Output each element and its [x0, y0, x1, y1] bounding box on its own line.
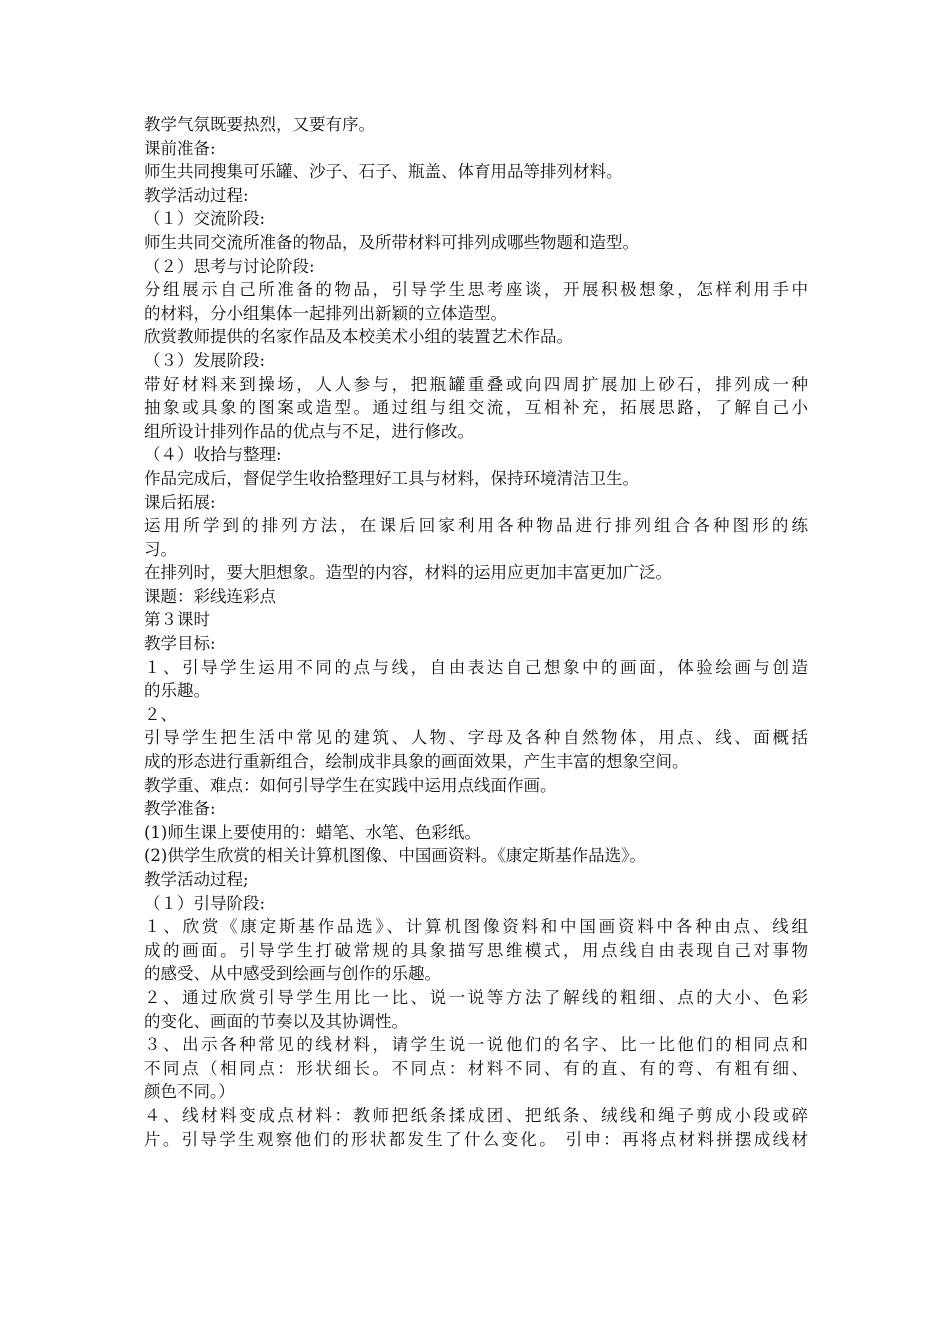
text-line: 的变化、画面的节奏以及其协调性。: [144, 1011, 408, 1031]
text-line: ２、: [144, 704, 177, 724]
section-heading: 教学准备:: [144, 799, 216, 819]
text-line: 教学气氛既要热烈，又要有序。: [144, 115, 375, 134]
text-line: ４、线材料变成点材料：教师把纸条揉成团、把纸条、绒线和绳子剪成小段或碎: [144, 1105, 808, 1125]
text-line: １、欣赏《康定斯基作品选》、计算机图像资料和中国画资料中各种由点、线组: [144, 917, 808, 937]
text-line: 的乐趣。: [144, 681, 210, 701]
text-line: 分组展示自己所准备的物品，引导学生思考座谈，开展积极想象，怎样利用手中: [144, 280, 808, 300]
document-page: [144, 113, 808, 1151]
text-line: 师生共同交流所准备的物品，及所带材料可排列成哪些物题和造型。: [144, 232, 639, 252]
text-line: 片。引导学生观察他们的形状都发生了什么变化。 引申：再将点材料拼摆成线材: [144, 1129, 808, 1149]
text-line: (1)师生课上要使用的：蜡笔、水笔、色彩纸。: [144, 822, 481, 842]
text-line: 在排列时，要大胆想象。造型的内容，材料的运用应更加丰富更加广泛。: [144, 563, 672, 583]
step-heading: （３）发展阶段:: [144, 350, 266, 370]
text-line: 教学重、难点：如何引导学生在实践中运用点线面作画。: [144, 775, 557, 795]
step-heading: （１）交流阶段:: [144, 209, 266, 229]
section-heading: 教学目标:: [144, 634, 216, 654]
text-line: 组所设计排列作品的优点与不足，进行修改。: [144, 421, 474, 441]
text-line: 习。: [144, 539, 177, 559]
text-line: 运用所学到的排列方法，在课后回家利用各种物品进行排列组合各种图形的练: [144, 516, 808, 536]
step-heading: （１）引导阶段:: [144, 893, 266, 913]
text-line: 带好材料来到操场，人人参与，把瓶罐重叠或向四周扩展加上砂石，排列成一种: [144, 374, 808, 394]
text-line: ２、通过欣赏引导学生用比一比、说一说等方法了解线的粗细、点的大小、色彩: [144, 987, 808, 1007]
text-line: 成的形态进行重新组合，绘制成非具象的画面效果，产生丰富的想象空间。: [144, 752, 689, 772]
text-line: 的感受、从中感受到绘画与创作的乐趣。: [144, 964, 441, 984]
text-line: 不同点（相同点：形状细长。不同点：材料不同、有的直、有的弯、有粗有细、: [144, 1058, 808, 1078]
section-heading: 教学活动过程;: [144, 870, 249, 889]
text-line: 引导学生把生活中常见的建筑、人物、字母及各种自然物体，用点、线、面概括: [144, 728, 808, 748]
text-line: 抽象或具象的图案或造型。通过组与组交流，互相补充，拓展思路，了解自己小: [144, 398, 808, 418]
text-line: ３、出示各种常见的线材料，请学生说一说他们的名字、比一比他们的相同点和: [144, 1035, 808, 1055]
text-line: １、引导学生运用不同的点与线，自由表达自己想象中的画面，体验绘画与创造: [144, 657, 808, 677]
section-heading: 教学活动过程:: [144, 185, 249, 205]
text-line: (2)供学生欣赏的相关计算机图像、中国画资料。《康定斯基作品选》。: [144, 846, 646, 866]
section-heading: 课后拓展:: [144, 492, 216, 512]
text-line: 成的画面。引导学生打破常规的具象描写思维模式，用点线自由表现自己对事物: [144, 940, 808, 960]
text-line: 师生共同搜集可乐罐、沙子、石子、瓶盖、体育用品等排列材料。: [144, 162, 623, 182]
step-heading: （４）收拾与整理:: [144, 445, 282, 465]
text-line: 颜色不同。）: [144, 1082, 235, 1102]
section-heading: 课前准备:: [144, 138, 216, 158]
lesson-title: 课题：彩线连彩点: [144, 586, 276, 606]
text-line: 作品完成后，督促学生收拾整理好工具与材料，保持环境清洁卫生。: [144, 468, 639, 488]
text-line: 欣赏教师提供的名家作品及本校美术小组的装置艺术作品。: [144, 327, 573, 347]
lesson-number: 第３课时: [144, 610, 210, 630]
text-line: 的材料，分小组集体一起排列出新颖的立体造型。: [144, 303, 507, 323]
step-heading: （２）思考与讨论阶段:: [144, 256, 315, 276]
